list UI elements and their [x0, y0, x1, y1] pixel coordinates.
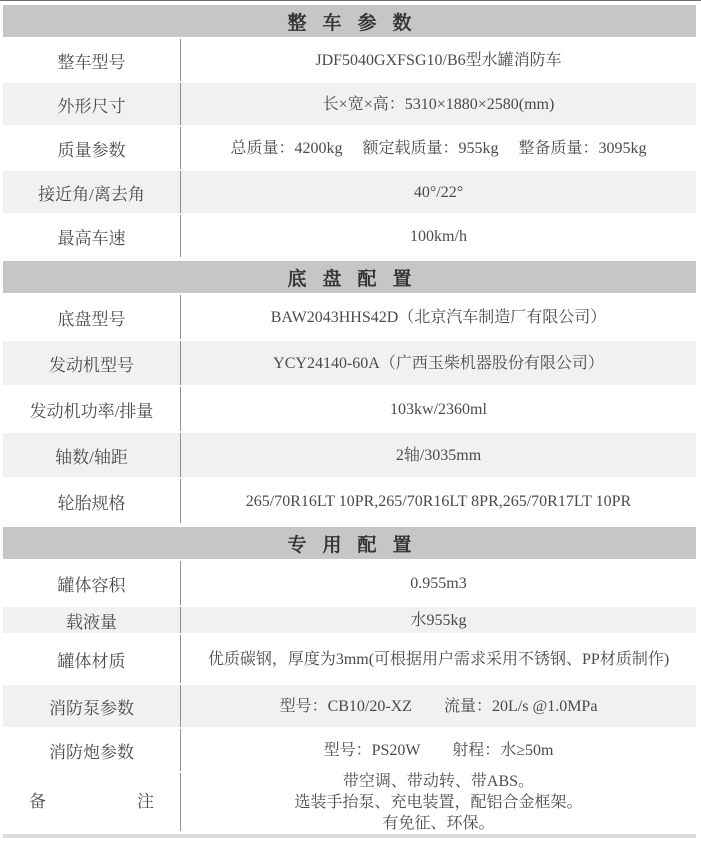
row-liquid-capacity — [3, 607, 696, 633]
row-fire-pump-params — [3, 685, 696, 727]
row-label: 轴数/轴距 — [55, 447, 128, 467]
row-value — [180, 773, 696, 831]
row-label: 载液量 — [66, 612, 117, 632]
row-tire-spec — [3, 479, 696, 523]
row-chassis-model — [3, 295, 696, 339]
section-vehicle-params — [3, 39, 696, 257]
row-tank-volume — [3, 561, 696, 605]
row-engine-model — [3, 341, 696, 385]
row-value: 40°/22° — [180, 171, 696, 213]
row-label: 外形尺寸 — [57, 96, 126, 116]
row-vehicle-model — [3, 39, 696, 81]
row-value: 优质碳钢，厚度为3mm(可根据用户需求采用不锈钢、PP材质制作) — [180, 635, 696, 683]
row-engine-power-displacement — [3, 387, 696, 431]
row-tank-material — [3, 635, 696, 683]
row-label: 备注 — [29, 792, 154, 811]
row-fire-monitor-params — [3, 729, 696, 771]
row-value: 2轴/3035mm — [180, 433, 696, 477]
row-value: YCY24140-60A（广西玉柴机器股份有限公司） — [180, 341, 696, 385]
row-label: 发动机功率/排量 — [29, 401, 154, 421]
table-bottom-strip — [3, 834, 696, 838]
section-chassis-config — [3, 295, 696, 523]
remark-line: 带空调、带动转、带ABS。 — [342, 772, 535, 790]
section-header-vehicle-params — [3, 5, 696, 37]
row-value: 型号：PS20W 射程：水≥50m — [180, 729, 696, 771]
remark-line: 选装手抬泵、充电装置，配铝合金框架。 — [294, 793, 583, 811]
row-label: 罐体容积 — [57, 575, 126, 595]
row-label: 发动机型号 — [49, 355, 134, 375]
row-remarks — [3, 773, 696, 831]
row-value: JDF5040GXFSG10/B6型水罐消防车 — [180, 39, 696, 81]
section-header-special-config — [3, 527, 696, 559]
row-label: 接近角/离去角 — [38, 184, 145, 204]
row-value: 水955kg — [180, 607, 696, 633]
section-special-config — [3, 561, 696, 831]
row-label: 消防炮参数 — [49, 742, 134, 762]
row-value: 型号：CB10/20-XZ 流量：20L/s @1.0MPa — [180, 685, 696, 727]
row-value: 总质量：4200kg 额定载质量：955kg 整备质量：3095kg — [180, 127, 696, 169]
row-approach-departure-angle — [3, 171, 696, 213]
row-value: 0.955m3 — [180, 561, 696, 605]
remark-line: 有免征、环保。 — [382, 814, 495, 832]
row-label: 质量参数 — [57, 140, 126, 160]
section-title: 专用配置 — [287, 534, 428, 556]
row-label: 最高车速 — [57, 228, 126, 248]
row-label: 消防泵参数 — [49, 698, 134, 718]
section-title: 底盘配置 — [287, 268, 428, 290]
row-label: 轮胎规格 — [57, 493, 126, 513]
row-value: BAW2043HHS42D（北京汽车制造厂有限公司） — [180, 295, 696, 339]
row-value: 100km/h — [180, 215, 696, 257]
section-header-chassis-config — [3, 261, 696, 293]
row-mass-params — [3, 127, 696, 169]
row-label: 底盘型号 — [57, 309, 126, 329]
row-dimensions — [3, 83, 696, 125]
row-value: 长×宽×高：5310×1880×2580(mm) — [180, 83, 696, 125]
section-title: 整车参数 — [287, 12, 428, 34]
row-label: 整车型号 — [57, 52, 126, 72]
row-axle-wheelbase — [3, 433, 696, 477]
row-label: 罐体材质 — [57, 651, 126, 671]
row-value: 265/70R16LT 10PR,265/70R16LT 8PR,265/70R17LT 10PR — [180, 479, 696, 523]
row-max-speed — [3, 215, 696, 257]
row-value: 103kw/2360ml — [180, 387, 696, 431]
